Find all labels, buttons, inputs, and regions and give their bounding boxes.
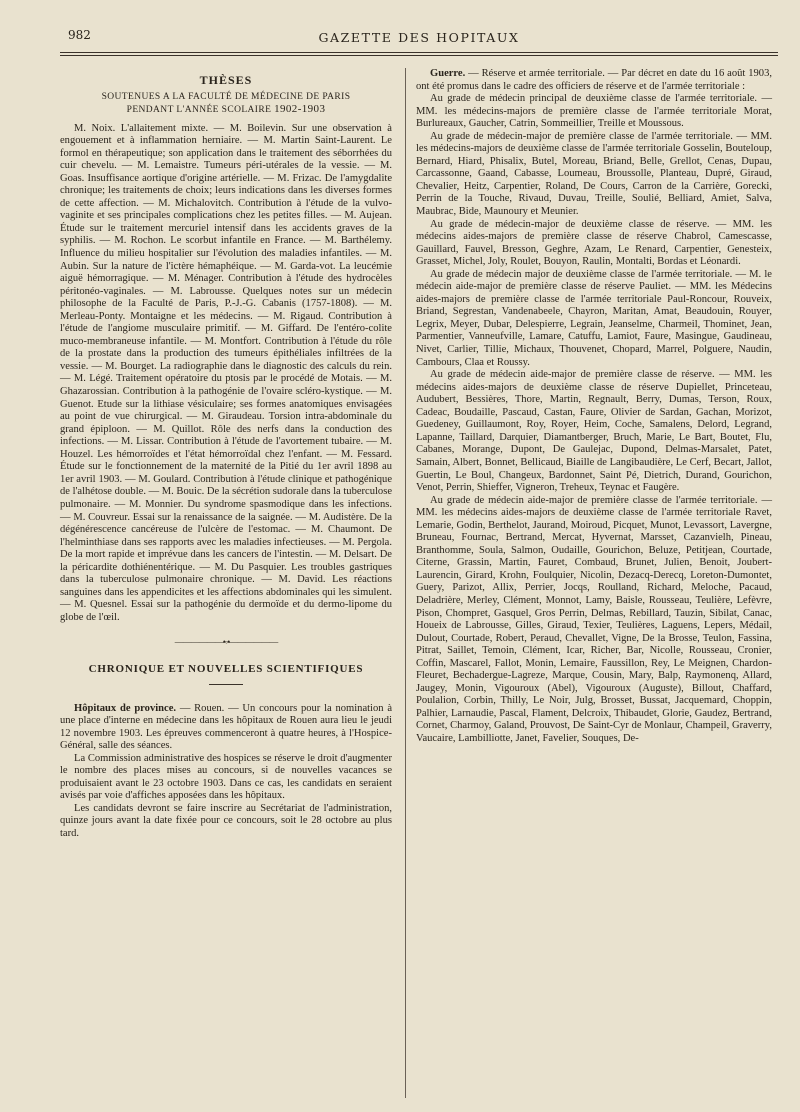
- guerre-runin: Guerre.: [430, 68, 466, 79]
- left-column: [60, 68, 392, 841]
- hopitaux-paragraph-3: Les candidats devront se faire inscrire au Secrétariat de l'administration, quinze jours avant la date fixée pour ce concours, soit le 28 octobre au plus tard.: [60, 802, 392, 839]
- chronique-title: CHRONIQUE ET NOUVELLES SCIENTIFIQUES: [88, 662, 364, 675]
- theses-heading: THÈSES: [199, 73, 253, 87]
- hopitaux-runin: Hôpitaux de province.: [74, 702, 177, 714]
- promotion-paragraph-5: Au grade de médecin aide-major de première classe de réserve. — MM. les médecins aides-majors de deuxième classe de réserve Dupiellet, Princeteau, Audubert, Bessières, Thore, Martin, Regnault, Berry, Dumas, Terson, Roux, Cadeac, Boudaille, Pascaud, Castan, Faure, Olivier de Sardan, Gachan, Morizot, Guedeney, Guillaumont, Roy, Royer, Heim, Coche, Samalens, Delord, Legrand, Lapanne, Taillard, Darquier, Diamantberger, Bruch, Marie, Le Bart, Boutet, Flu, Cabanes, Morange, Dupont, De Gaulejac, Dupond, Delmas-Marsalet, Patet, Samain, Albert, Bonnet, Bellicaud, Biaille de Langibaudière, Le Cerf, Becart, Jallot, Guertin, Le Boul, Changeux, Bardonnet, Saint Pé, Dietrich, Durand, Gourichon, Venot, Perrin, Shieffer, Vigneron, Treheux, Teynac et Faugère.: [416, 369, 772, 494]
- theses-subheading-line1: SOUTENUES A LA FACULTÉ DE MÉDECINE DE PARIS: [101, 91, 351, 102]
- page-header: [60, 28, 778, 48]
- running-title: GAZETTE DES HOPITAUX: [318, 30, 520, 45]
- promotion-paragraph-1: Au grade de médecin principal de deuxième classe de l'armée territoriale. — MM. les médecins-majors de première classe de l'armée territoriale Morat, Burlureaux, Gaucher, Catrin, Sommeillier, Treille et Moussous.: [416, 93, 772, 130]
- promotion-paragraph-2: Au grade de médecin-major de première classe de l'armée territoriale. — MM. les médecins-majors de deuxième classe de l'armée territoriale Gosselin, Bouteloup, Bernard, Hiard, Phisalix, Butel, Moreau, Briand, Belle, Grellot, Cenas, Dupau, Carcassonne, Gaand, Cabasse, Loumeau, Broussolle, Planteau, Dupré, Giraud, Chevalier, Heitz, Carpentier, Roland, De Cours, Carron de la Carrière, Gorecki, Perrin de la Touche, Rivaud, Duvau, Treille, Soulié, Belliard, Amiet, Salva, Maubrac, Bide, Maunoury et Meunier.: [416, 130, 772, 218]
- column-divider: [405, 68, 406, 1098]
- hopitaux-paragraph-2: La Commission administrative des hospices se réserve le droit d'augmenter le nombre des places mises au concours, si de nouvelles vacances se produisaient avant le 23 octobre 1903. Dans ce cas, les candidats en seraient avisés par voie d'affiches apposées dans les hôpitaux.: [60, 752, 392, 802]
- promotion-paragraph-6: Au grade de médecin aide-major de première classe de l'armée territoriale. — MM. les médecins aides-majors de deuxième classe de l'armée territoriale Ravet, Lemarie, Godin, Berthelot, Jaurand, Moiroud, Picquet, Munot, Levassort, Lavergne, Bruneau, Fournac, Bertrand, Mercat, Hyvernat, Marsset, Cazanvielh, Pineau, Branthomme, Soula, Salmon, Oudaille, Gourichon, Beluze, Petitjean, Courtade, Citerne, Grassin, Martin, Fauret, Combaud, Brunet, Julien, Benoit, Joubert-Laurencin, Girard, Krohn, Foulquier, Nicolin, Dezacq-Derecq, Loreton-Dumontet, Guery, Parizot, Allix, Perrier, Jocqs, Roulland, Richard, Meloche, Pacaud, Deladrière, Merley, Clément, Monnot, Lamy, Baisle, Rousseau, Teulière, Lefèvre, Pison, Chompret, Gasquel, Gros Perrin, Delmas, Rebillard, Tauzin, Sibilat, Canac, Houeix de Labrousse, Gilles, Giraud, Texier, Teulières, Laguens, Lepers, Médail, Dulout, Courtade, Robert, Peraud, Chevallet, Vigne, De la Brosse, Teulon, Fassina, Pitrat, Saillet, Temoin, Clément, Icar, Richer, Bar, Nicolle, Rousseau, Cronier, Coffin, Mascarel, Fallot, Monin, Lemaire, Faussillon, Rey, Le Meignen, Chardon-Fleuret, Bechadergue-Lagreze, Marque, Cousin, Mary, Balp, Raymonenq, Allard, Jaugey, Monin, Vigouroux (Abel), Vigouroux (Auguste), Billout, Chaffard, Poulalion, Corbin, Thilly, Le Noir, Julg, Brosset, Bussat, Jacquemard, Choppin, Palhier, Larnaudie, Pascal, Flament, Delcroix, Thibaudet, Glorie, Gaudez, Bertrand, Cornet, Charmoy, Galand, Prouvost, De Saint-Cyr de Monlaur, Champeil, Graverry, Vaucaire, Lambilliotte, Janet, Favelier, Souques, De-: [416, 494, 772, 744]
- guerre-paragraph: [416, 68, 772, 93]
- header-rule: [60, 52, 778, 56]
- section-separator: ——————•◦•——————: [174, 637, 278, 648]
- right-column: [416, 68, 772, 746]
- theses-list: M. Noix. L'allaitement mixte. — M. Boilevin. Sur une observation à engouement et à inflammation herniaire. — M. Martin Saint-Laurent. Le formol en thérapeutique; son application dans le traitement des séborrhées du cuir chevelu. — M. Lemaistre. Tumeurs péri-utérales de la vessie. — M. Goas. Insuffisance aortique d'origine artérielle. — M. Frizac. De l'amygdalite chronique; les traitements de choix; leurs indications dans les diverses formes de cette affection. — M. Michalovitch. Contribution à l'étude de la vulvo-vaginite et ses principales complications chez les petites filles. — M. Aujean. Étude sur le traitement mercuriel intensif dans les accidents graves de la syphilis. — M. Rochon. Le scorbut infantile en France. — M. Barthélemy. Influence du milieu hospitalier sur l'évolution des maladies infantiles. — M. Aubin. Sur la nature de l'ictère hémaphéique. — M. Garda-vot. La leucémie aiguë hémorragique. — M. Ménager. Contribution à l'étude des hydrocèles péritonéo-vaginales. — M. Labrousse. Quelques notes sur un médecin philosophe de la Faculté de Paris, P.-J.-G. Cabanis (1757-1808). — M. Merleau-Ponty. Montaigne et les médecins. — M. Rigaud. Contribution à l'étude de l'angiome musculaire primitif. — M. Giffard. De l'entéro-colite muco-membraneuse infantile. — M. Montfort. Contribution à l'étude du rôle de la prostate dans la production des tumeurs épithéliales infiltrées de la vessie. — M. Bourget. La radiographie dans le diagnostic des calculs du rein. — M. Légé. Traitement opératoire du ptosis par le procédé de Motais. — M. Ghazarossian. Contribution à la pathogénie de l'ovaire scléro-kystique. — M. Guenot. Etude sur la lithiase vésiculaire; ses formes anatomiques envisagées au point de vue chirurgical. — M. Giraudeau. Torsion intra-abdominale du grand épiploon. — M. Quillot. Rôle des nerfs dans la conduction des infections. — M. Lissar. Contribution à l'étude de l'avortement tubaire. — M. Houzel. Les hémorroïdes et l'état hémorroïdal chez l'enfant. — M. Fessard. Étude sur le fonctionnement de la maternité de la Pitié du 1er avril 1898 au 1er avril 1903. — M. Goulard. Contribution à l'étude clinique et pathogénique de l'alhétose double. — M. Bouic. De la sécrétion sudorale dans la tuberculose pulmonaire. — M. Monnier. Du syndrome spasmodique dans les infections. — M. Couvreur. Essai sur la renaissance de la saignée. — M. Audistère. De la dégénérescence cancéreuse de l'ulcère de l'estomac. — M. Chaumont. De l'helminthiase dans ses rapports avec les maladies infectieuses. — M. Pergola. De la mort rapide et imprévue dans les cancers de l'intestin. — M. Delsart. De la péricardite dothiénentérique. — M. Du Pasquier. Les troubles gastriques dans la tuberculose pulmonaire chronique. — M. David. Les réactions sanguines dans les appendicites et les affections abdominales qui les simulent. — M. Quesnel. Essai sur la pathogénie du dermoïde et du dermo-lipome du globe de l'œil.: [60, 122, 392, 623]
- promotion-paragraph-4: Au grade de médecin major de deuxième classe de l'armée territoriale. — M. le médecin aide-major de première classe de réserve Pauliet. — MM. les Médecins aides-majors de première classe de l'armée territoriale Paul-Roncour, Rouveix, Briand, Segrestan, Vandenabeele, Chayron, Maritan, Amat, Beaudouin, Rouyer, Legrix, Meyer, Dubar, Delespierre, Legrain, Jeanselme, Charmeil, Thominet, Jean, Parmentier, Vanneufville, Lamare, Catuffu, Lamiot, Faure, Masingue, Gaudineau, Nivet, Carlier, Tillie, Michaux, Thouvenet, Chopard, Marrel, Polguere, Naudin, Cambours, Claa et Roussy.: [416, 268, 772, 368]
- theses-subheading: [60, 91, 392, 116]
- hopitaux-paragraph-1: [60, 703, 392, 753]
- theses-subheading-line2: PENDANT L'ANNÉE SCOLAIRE: [126, 104, 272, 115]
- chronique-rule: [209, 684, 243, 685]
- hopitaux-text-1: — Rouen. — Un concours pour la nomination à une place d'interne en médecine dans les hôpitaux de Rouen aura lieu le jeudi 12 novembre 1903. Les épreuves commenceront à quatre heures, à l'Hospice-Général, salle des séances.: [60, 702, 392, 752]
- page-number: 982: [68, 28, 91, 42]
- promotion-paragraph-3: Au grade de médecin-major de deuxième classe de réserve. — MM. les médecins aides-majors de première classe de réserve Chabrol, Camescasse, Gauillard, Fauvel, Bresson, Geghre, Azam, Le Renard, Carpentier, Genesteix, Grasset, Michel, Joly, Roulet, Bouyon, Raulin, Montalti, Bordas et Léonardi.: [416, 218, 772, 268]
- guerre-intro: — Réserve et armée territoriale. — Par décret en date du 16 août 1903, ont été promus dans le cadre des officiers de réserve et de l'armée territoriale :: [416, 68, 772, 92]
- theses-years: 1902-1903: [274, 102, 326, 115]
